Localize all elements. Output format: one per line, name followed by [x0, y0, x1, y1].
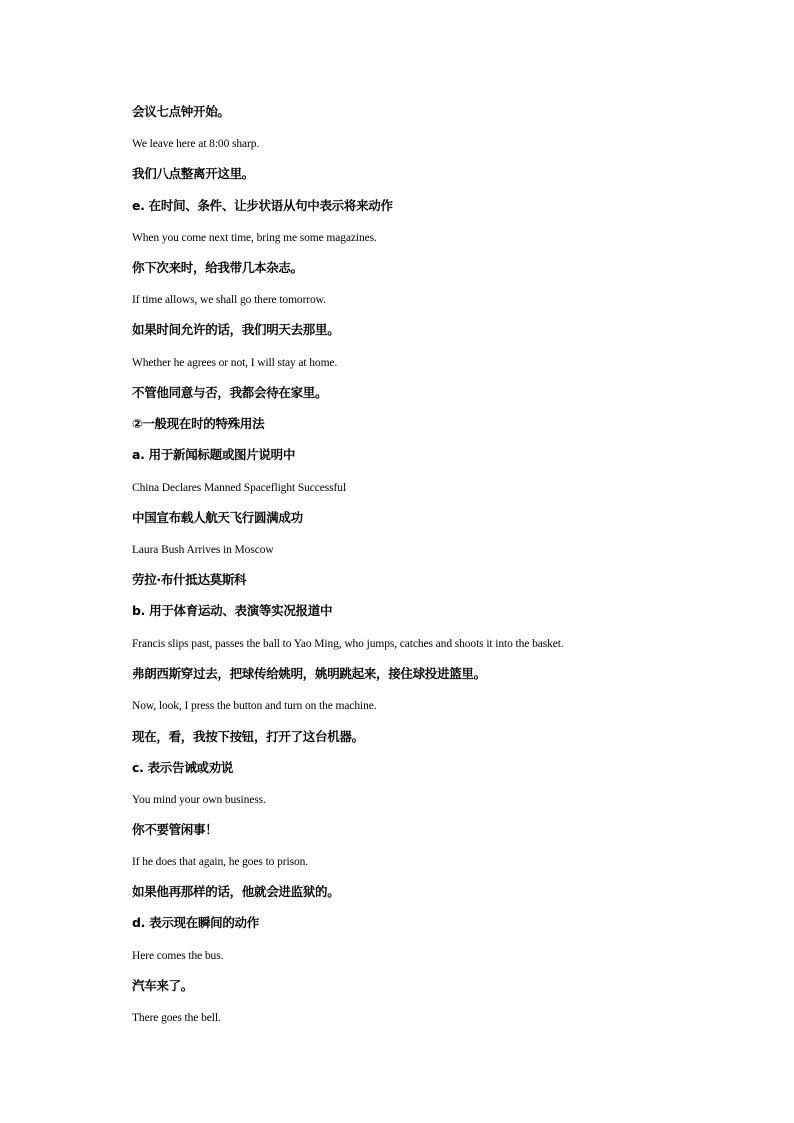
text-line: Francis slips past, passes the ball to Yao Ming, who jumps, catches and shoots it into the basket. — [132, 638, 564, 650]
section-heading: d. 表示现在瞬间的动作 — [132, 915, 259, 930]
section-heading: ②一般现在时的特殊用法 — [132, 416, 265, 431]
text-line: There goes the bell. — [132, 1012, 221, 1024]
text-line: 中国宣布载人航天飞行圆满成功 — [132, 510, 303, 525]
text-line: 汽车来了。 — [132, 978, 194, 993]
text-line: 你下次来时，给我带几本杂志。 — [132, 260, 303, 275]
text-line: If he does that again, he goes to prison. — [132, 856, 309, 868]
text-line: Laura Bush Arrives in Moscow — [132, 544, 274, 556]
text-line: Now, look, I press the button and turn on the machine. — [132, 700, 377, 712]
text-line: 弗朗西斯穿过去，把球传给姚明，姚明跳起来，接住球投进篮里。 — [132, 666, 486, 681]
text-line: 你不要管闲事！ — [132, 822, 218, 837]
text-line: We leave here at 8:00 sharp. — [132, 138, 260, 150]
text-line: When you come next time, bring me some magazines. — [132, 232, 377, 244]
section-heading: b. 用于体育运动、表演等实况报道中 — [132, 603, 333, 618]
text-line: 现在，看，我按下按钮，打开了这台机器。 — [132, 729, 364, 744]
section-heading: a. 用于新闻标题或图片说明中 — [132, 447, 296, 462]
text-line: 劳拉·布什抵达莫斯科 — [132, 572, 247, 587]
text-line: 如果时间允许的话，我们明天去那里。 — [132, 322, 340, 337]
text-line: You mind your own business. — [132, 794, 266, 806]
section-heading: e. 在时间、条件、让步状语从句中表示将来动作 — [132, 198, 393, 213]
text-line: Here comes the bus. — [132, 950, 224, 962]
text-line: 会议七点钟开始。 — [132, 104, 230, 119]
text-line: China Declares Manned Spaceflight Successful — [132, 482, 347, 494]
text-line: Whether he agrees or not, I will stay at home. — [132, 357, 338, 369]
text-line: If time allows, we shall go there tomorrow. — [132, 294, 326, 306]
section-heading: c. 表示告诫或劝说 — [132, 760, 234, 775]
text-line: 我们八点整离开这里。 — [132, 166, 255, 181]
text-line: 不管他同意与否，我都会待在家里。 — [132, 385, 328, 400]
text-line: 如果他再那样的话，他就会进监狱的。 — [132, 884, 340, 899]
